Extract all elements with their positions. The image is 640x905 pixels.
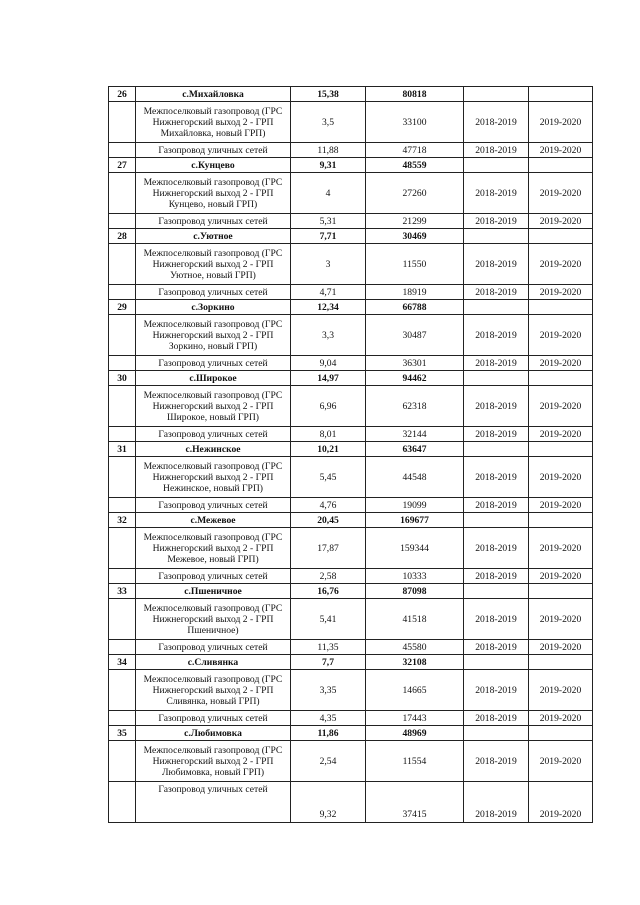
pipeline-row xyxy=(109,457,593,498)
empty-cell xyxy=(109,244,136,285)
pipeline-row xyxy=(109,386,593,427)
pipeline-period-1: 2018-2019 xyxy=(464,599,529,640)
pipeline-row xyxy=(109,599,593,640)
empty-cell xyxy=(529,229,593,244)
street-cost: 37415 xyxy=(366,782,464,823)
settlement-header-row xyxy=(109,371,593,386)
pipeline-length: 3,5 xyxy=(291,102,366,143)
street-cost: 36301 xyxy=(366,356,464,371)
empty-cell xyxy=(529,442,593,457)
empty-cell xyxy=(464,300,529,315)
settlement-length: 7,7 xyxy=(291,655,366,670)
street-network-row xyxy=(109,356,593,371)
pipeline-length: 2,54 xyxy=(291,741,366,782)
street-period-1: 2018-2019 xyxy=(464,356,529,371)
pipeline-cost: 30487 xyxy=(366,315,464,356)
empty-cell xyxy=(109,670,136,711)
street-description: Газопровод уличных сетей xyxy=(136,427,291,442)
settlement-cost: 66788 xyxy=(366,300,464,315)
empty-cell xyxy=(464,655,529,670)
settlement-length: 12,34 xyxy=(291,300,366,315)
pipeline-period-1: 2018-2019 xyxy=(464,670,529,711)
pipeline-period-2: 2019-2020 xyxy=(529,457,593,498)
pipeline-length: 6,96 xyxy=(291,386,366,427)
pipeline-cost: 159344 xyxy=(366,528,464,569)
gasification-table-body xyxy=(109,87,593,823)
pipeline-cost: 62318 xyxy=(366,386,464,427)
settlement-length: 10,21 xyxy=(291,442,366,457)
street-period-1: 2018-2019 xyxy=(464,214,529,229)
pipeline-cost: 11554 xyxy=(366,741,464,782)
settlement-header-row xyxy=(109,726,593,741)
street-cost: 10333 xyxy=(366,569,464,584)
street-period-1: 2018-2019 xyxy=(464,285,529,300)
pipeline-description: Межпоселковый газопровод (ГРС Нижнегорский выход 2 - ГРП Сливянка, новый ГРП) xyxy=(136,670,291,711)
settlement-name: с.Широкое xyxy=(136,371,291,386)
street-network-row xyxy=(109,498,593,513)
empty-cell xyxy=(529,655,593,670)
settlement-length: 11,86 xyxy=(291,726,366,741)
empty-cell xyxy=(109,285,136,300)
pipeline-length: 5,45 xyxy=(291,457,366,498)
street-network-row xyxy=(109,569,593,584)
pipeline-period-2: 2019-2020 xyxy=(529,528,593,569)
street-description: Газопровод уличных сетей xyxy=(136,356,291,371)
pipeline-period-1: 2018-2019 xyxy=(464,457,529,498)
settlement-name: с.Пшеничное xyxy=(136,584,291,599)
pipeline-period-2: 2019-2020 xyxy=(529,599,593,640)
settlement-length: 14,97 xyxy=(291,371,366,386)
empty-cell xyxy=(464,442,529,457)
empty-cell xyxy=(529,158,593,173)
pipeline-description: Межпоселковый газопровод (ГРС Нижнегорский выход 2 - ГРП Любимовка, новый ГРП) xyxy=(136,741,291,782)
settlement-name: с.Михайловка xyxy=(136,87,291,102)
settlement-number: 29 xyxy=(109,300,136,315)
street-description: Газопровод уличных сетей xyxy=(136,782,291,823)
empty-cell xyxy=(529,87,593,102)
empty-cell xyxy=(109,782,136,823)
pipeline-period-1: 2018-2019 xyxy=(464,173,529,214)
pipeline-period-1: 2018-2019 xyxy=(464,315,529,356)
settlement-name: с.Любимовка xyxy=(136,726,291,741)
pipeline-length: 3 xyxy=(291,244,366,285)
settlement-length: 20,45 xyxy=(291,513,366,528)
settlement-length: 16,76 xyxy=(291,584,366,599)
street-network-row xyxy=(109,143,593,158)
pipeline-cost: 44548 xyxy=(366,457,464,498)
empty-cell xyxy=(109,143,136,158)
street-period-2: 2019-2020 xyxy=(529,782,593,823)
pipeline-length: 3,35 xyxy=(291,670,366,711)
pipeline-period-2: 2019-2020 xyxy=(529,670,593,711)
settlement-header-row xyxy=(109,655,593,670)
street-period-1: 2018-2019 xyxy=(464,427,529,442)
empty-cell xyxy=(464,726,529,741)
pipeline-row xyxy=(109,173,593,214)
empty-cell xyxy=(109,315,136,356)
pipeline-period-2: 2019-2020 xyxy=(529,315,593,356)
street-length: 9,32 xyxy=(291,782,366,823)
settlement-cost: 169677 xyxy=(366,513,464,528)
empty-cell xyxy=(464,229,529,244)
street-cost: 32144 xyxy=(366,427,464,442)
empty-cell xyxy=(464,158,529,173)
street-period-2: 2019-2020 xyxy=(529,498,593,513)
empty-cell xyxy=(109,599,136,640)
empty-cell xyxy=(109,356,136,371)
pipeline-row xyxy=(109,741,593,782)
settlement-number: 32 xyxy=(109,513,136,528)
street-length: 5,31 xyxy=(291,214,366,229)
settlement-header-row xyxy=(109,584,593,599)
empty-cell xyxy=(464,584,529,599)
empty-cell xyxy=(109,711,136,726)
settlement-cost: 32108 xyxy=(366,655,464,670)
settlement-number: 35 xyxy=(109,726,136,741)
settlement-cost: 48969 xyxy=(366,726,464,741)
settlement-header-row xyxy=(109,300,593,315)
street-cost: 47718 xyxy=(366,143,464,158)
empty-cell xyxy=(109,173,136,214)
street-period-1: 2018-2019 xyxy=(464,143,529,158)
settlement-cost: 94462 xyxy=(366,371,464,386)
empty-cell xyxy=(109,386,136,427)
pipeline-period-1: 2018-2019 xyxy=(464,386,529,427)
pipeline-period-2: 2019-2020 xyxy=(529,386,593,427)
street-cost: 18919 xyxy=(366,285,464,300)
street-description: Газопровод уличных сетей xyxy=(136,640,291,655)
settlement-number: 28 xyxy=(109,229,136,244)
settlement-header-row xyxy=(109,229,593,244)
street-period-2: 2019-2020 xyxy=(529,569,593,584)
street-length: 4,76 xyxy=(291,498,366,513)
pipeline-row xyxy=(109,315,593,356)
street-description: Газопровод уличных сетей xyxy=(136,285,291,300)
pipeline-cost: 11550 xyxy=(366,244,464,285)
street-network-row xyxy=(109,640,593,655)
street-period-2: 2019-2020 xyxy=(529,285,593,300)
street-length: 11,35 xyxy=(291,640,366,655)
pipeline-description: Межпоселковый газопровод (ГРС Нижнегорский выход 2 - ГРП Кунцево, новый ГРП) xyxy=(136,173,291,214)
empty-cell xyxy=(529,300,593,315)
pipeline-cost: 33100 xyxy=(366,102,464,143)
settlement-number: 26 xyxy=(109,87,136,102)
settlement-number: 27 xyxy=(109,158,136,173)
settlement-number: 33 xyxy=(109,584,136,599)
street-description: Газопровод уличных сетей xyxy=(136,143,291,158)
street-length: 11,88 xyxy=(291,143,366,158)
settlement-cost: 30469 xyxy=(366,229,464,244)
pipeline-description: Межпоселковый газопровод (ГРС Нижнегорский выход 2 - ГРП Михайловка, новый ГРП) xyxy=(136,102,291,143)
street-period-2: 2019-2020 xyxy=(529,640,593,655)
empty-cell xyxy=(529,584,593,599)
pipeline-description: Межпоселковый газопровод (ГРС Нижнегорский выход 2 - ГРП Уютное, новый ГРП) xyxy=(136,244,291,285)
empty-cell xyxy=(464,371,529,386)
pipeline-period-1: 2018-2019 xyxy=(464,102,529,143)
settlement-header-row xyxy=(109,158,593,173)
gasification-table xyxy=(108,86,593,823)
street-period-1: 2018-2019 xyxy=(464,640,529,655)
pipeline-length: 3,3 xyxy=(291,315,366,356)
street-period-2: 2019-2020 xyxy=(529,356,593,371)
pipeline-period-2: 2019-2020 xyxy=(529,244,593,285)
pipeline-period-2: 2019-2020 xyxy=(529,741,593,782)
settlement-cost: 63647 xyxy=(366,442,464,457)
street-period-2: 2019-2020 xyxy=(529,214,593,229)
pipeline-row xyxy=(109,670,593,711)
street-period-2: 2019-2020 xyxy=(529,143,593,158)
settlement-number: 31 xyxy=(109,442,136,457)
street-period-1: 2018-2019 xyxy=(464,569,529,584)
settlement-length: 9,31 xyxy=(291,158,366,173)
street-length: 4,71 xyxy=(291,285,366,300)
street-length: 9,04 xyxy=(291,356,366,371)
pipeline-length: 17,87 xyxy=(291,528,366,569)
settlement-cost: 80818 xyxy=(366,87,464,102)
street-cost: 21299 xyxy=(366,214,464,229)
pipeline-description: Межпоселковый газопровод (ГРС Нижнегорский выход 2 - ГРП Зоркино, новый ГРП) xyxy=(136,315,291,356)
empty-cell xyxy=(109,741,136,782)
settlement-length: 7,71 xyxy=(291,229,366,244)
street-description: Газопровод уличных сетей xyxy=(136,711,291,726)
empty-cell xyxy=(109,214,136,229)
pipeline-period-2: 2019-2020 xyxy=(529,173,593,214)
empty-cell xyxy=(529,513,593,528)
settlement-cost: 87098 xyxy=(366,584,464,599)
settlement-number: 34 xyxy=(109,655,136,670)
street-network-row xyxy=(109,427,593,442)
empty-cell xyxy=(109,102,136,143)
street-length: 4,35 xyxy=(291,711,366,726)
settlement-name: с.Зоркино xyxy=(136,300,291,315)
street-cost: 17443 xyxy=(366,711,464,726)
pipeline-description: Межпоселковый газопровод (ГРС Нижнегорский выход 2 - ГРП Нежинское, новый ГРП) xyxy=(136,457,291,498)
street-description: Газопровод уличных сетей xyxy=(136,214,291,229)
pipeline-description: Межпоселковый газопровод (ГРС Нижнегорский выход 2 - ГРП Пшеничное) xyxy=(136,599,291,640)
settlement-cost: 48559 xyxy=(366,158,464,173)
street-period-1: 2018-2019 xyxy=(464,498,529,513)
empty-cell xyxy=(109,569,136,584)
settlement-length: 15,38 xyxy=(291,87,366,102)
settlement-name: с.Межевое xyxy=(136,513,291,528)
empty-cell xyxy=(109,427,136,442)
pipeline-description: Межпоселковый газопровод (ГРС Нижнегорский выход 2 - ГРП Межевое, новый ГРП) xyxy=(136,528,291,569)
pipeline-period-1: 2018-2019 xyxy=(464,528,529,569)
pipeline-row xyxy=(109,528,593,569)
settlement-header-row xyxy=(109,442,593,457)
settlement-header-row xyxy=(109,513,593,528)
settlement-name: с.Кунцево xyxy=(136,158,291,173)
street-network-row xyxy=(109,285,593,300)
settlement-number: 30 xyxy=(109,371,136,386)
empty-cell xyxy=(529,726,593,741)
empty-cell xyxy=(109,457,136,498)
pipeline-row xyxy=(109,102,593,143)
pipeline-period-1: 2018-2019 xyxy=(464,741,529,782)
street-period-2: 2019-2020 xyxy=(529,711,593,726)
street-length: 8,01 xyxy=(291,427,366,442)
empty-cell xyxy=(109,640,136,655)
street-period-2: 2019-2020 xyxy=(529,427,593,442)
pipeline-length: 5,41 xyxy=(291,599,366,640)
pipeline-length: 4 xyxy=(291,173,366,214)
settlement-name: с.Уютное xyxy=(136,229,291,244)
pipeline-row xyxy=(109,244,593,285)
street-length: 2,58 xyxy=(291,569,366,584)
street-network-row xyxy=(109,782,593,823)
empty-cell xyxy=(464,513,529,528)
street-network-row xyxy=(109,214,593,229)
empty-cell xyxy=(464,87,529,102)
settlement-name: с.Сливянка xyxy=(136,655,291,670)
street-cost: 19099 xyxy=(366,498,464,513)
pipeline-cost: 27260 xyxy=(366,173,464,214)
settlement-name: с.Нежинское xyxy=(136,442,291,457)
pipeline-period-1: 2018-2019 xyxy=(464,244,529,285)
empty-cell xyxy=(109,498,136,513)
pipeline-cost: 14665 xyxy=(366,670,464,711)
settlement-header-row xyxy=(109,87,593,102)
pipeline-period-2: 2019-2020 xyxy=(529,102,593,143)
street-period-1: 2018-2019 xyxy=(464,782,529,823)
empty-cell xyxy=(109,528,136,569)
street-network-row xyxy=(109,711,593,726)
pipeline-cost: 41518 xyxy=(366,599,464,640)
street-description: Газопровод уличных сетей xyxy=(136,569,291,584)
empty-cell xyxy=(529,371,593,386)
street-period-1: 2018-2019 xyxy=(464,711,529,726)
street-cost: 45580 xyxy=(366,640,464,655)
pipeline-description: Межпоселковый газопровод (ГРС Нижнегорский выход 2 - ГРП Широкое, новый ГРП) xyxy=(136,386,291,427)
street-description: Газопровод уличных сетей xyxy=(136,498,291,513)
